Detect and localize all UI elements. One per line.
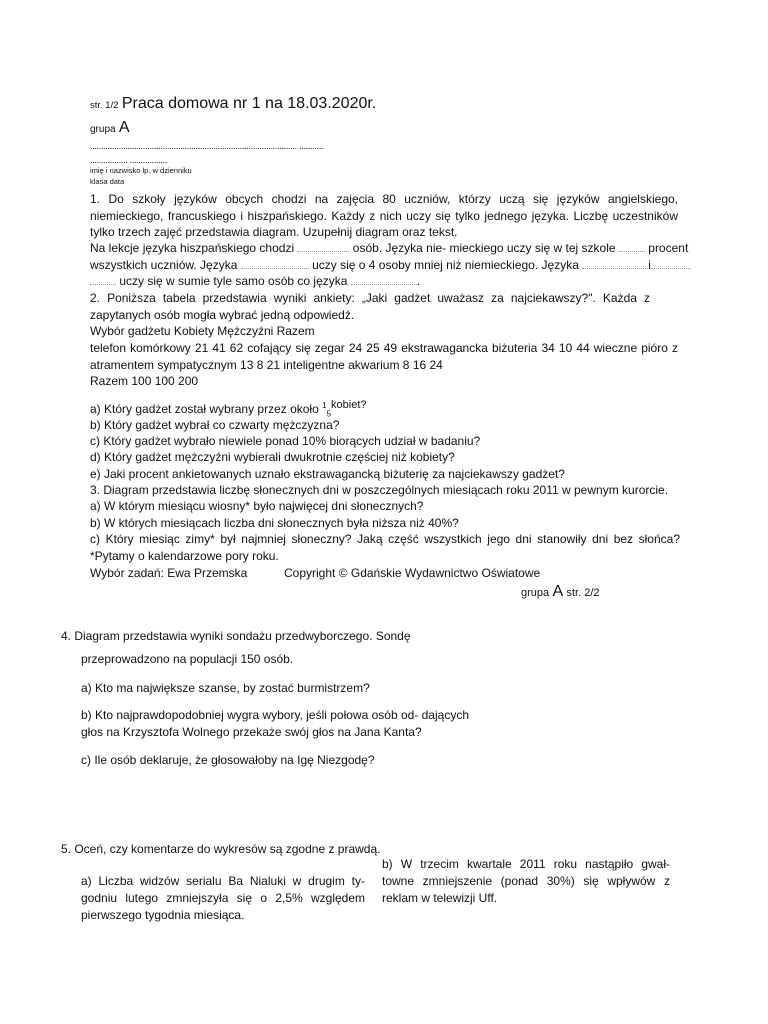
task1-blank-language1[interactable] [241, 259, 309, 269]
task2-question-b: b) Który gadżet wybrał co czwarty mężczyzna? [90, 418, 340, 432]
task2-q-a-suffix: kobiet? [331, 399, 367, 411]
task3-author: Wybór zadań: Ewa Przemska [90, 566, 248, 580]
task1-blank-german-percent[interactable] [619, 242, 645, 252]
page2-group-label: grupa [521, 587, 550, 599]
task1-fill-a: Na lekcje języka hiszpańskiego chodzi [90, 241, 295, 255]
task4-question-c: c) Ile osób deklaruje, że głosowałoby na Igę Niezgodę? [81, 753, 375, 767]
task1-fill-h: . [416, 274, 421, 288]
page2-header [521, 582, 600, 603]
task1-blank-language5[interactable] [351, 275, 417, 285]
page2-page-number: str. 2/2 [566, 587, 600, 599]
task1-fill-c: procent [648, 241, 689, 255]
task1-fill-e: uczy się o 4 osoby mniej niż niemieckiego. Języka [312, 258, 579, 272]
fraction-numerator: 1 [322, 401, 327, 410]
task1-blank-language3[interactable] [651, 259, 691, 269]
task2-table-header: Wybór gadżetu Kobiety Mężczyźni Razem [90, 324, 315, 338]
task3-intro: 3. Diagram przedstawia liczbę słonecznych dni w poszczególnych miesiącach roku 2011 w pewnym kurorcie. [90, 483, 669, 497]
page-number: str. 1/2 [90, 100, 119, 111]
group-label: grupa [90, 124, 116, 135]
name-dots: .............................................................................................. ........... [90, 141, 324, 151]
task1-fill-d: wszystkich uczniów. Języka [90, 258, 238, 272]
task4-question-b1: b) Kto najprawdopodobniej wygra wybory, jeśli połowa osób od- dających [81, 708, 469, 722]
task1-text: 1. Do szkoły języków obcych chodzi na zajęcia 80 uczniów, którzy uczą się języków angielskiego, niemieckiego, francuskiego i hiszpańskiego. Każdy z nich uczy się tylko jednego języka. Liczbę uczestników tylko trzech zajęć przedstawia diagram. Uzupełnij diagram oraz tekst. [90, 192, 678, 239]
task1-fill-line1 [90, 240, 689, 256]
task1-fill-b: osób. Języka nie- mieckiego uczy się w tej szkole [352, 241, 616, 255]
task5-intro: 5. Oceń, czy komentarze do wykresów są zgodne z prawdą. [61, 842, 381, 856]
task5-comment-a: a) Liczba widzów serialu Ba Nialuki w drugim ty- godniu lutego zmniejszyła się o 2,5% względem pierwszego tygodnia miesiąca. [81, 874, 365, 922]
task5-comment-b: b) W trzecim kwartale 2011 roku nastąpiło gwał- towne zmniejszenie (ponad 30%) się wpływów z reklam w telewizji Uff. [382, 857, 670, 905]
task3-question-b: b) W których miesiącach liczba dni słonecznych była niższa niż 40%? [90, 516, 459, 530]
class-caption: klasa data [90, 177, 125, 186]
task3-question-a: a) W którym miesiącu wiosny* było najwięcej dni słonecznych? [90, 499, 424, 513]
name-caption: imię i nazwisko lp. w dzienniku [90, 166, 192, 175]
page-title: Praca domowa nr 1 na 18.03.2020r. [121, 95, 377, 112]
task3-copyright: Copyright © Gdańskie Wydawnictwo Oświatowe [284, 566, 541, 580]
task1-blank-language2[interactable] [582, 259, 648, 269]
fraction-denominator: 5 [326, 409, 332, 419]
task1-fill-f: i [648, 258, 651, 272]
task2-question-d: d) Który gadżet mężczyźni wybierali dwukrotnie częściej niż kobiety? [90, 450, 455, 464]
page-title-line [90, 94, 376, 116]
task4-intro2: przeprowadzono na populacji 150 osób. [81, 652, 294, 666]
page2-group-letter: A [552, 583, 564, 600]
task1-fill-g: uczy się w sumie tyle samo osób co języka [119, 274, 348, 288]
task2-q-a-text: a) Który gadżet został wybrany przez około [90, 402, 319, 416]
group-letter: A [118, 119, 130, 136]
class-dots: ................. ................. [90, 155, 168, 165]
task2-question-e: e) Jaki procent ankietowanych uznało ekstrawagancką biżuterię za najciekawszy gadżet? [90, 467, 565, 481]
task2-question-c: c) Który gadżet wybrało niewiele ponad 10% biorących udział w badaniu? [90, 434, 481, 448]
task1-blank-language4[interactable] [90, 275, 116, 285]
task4-intro: 4. Diagram przedstawia wyniki sondażu przedwyborczego. Sondę [61, 629, 411, 643]
task1-fill-line3 [90, 273, 420, 289]
task4-question-b2: głos na Krzysztofa Wolnego przekaże swój głos na Jana Kanta? [81, 725, 422, 739]
task1-fill-line2 [90, 257, 691, 273]
task1-blank-spanish[interactable] [297, 242, 349, 252]
task4-question-a: a) Kto ma największe szanse, by zostać burmistrzem? [81, 681, 370, 695]
task2-table-total: Razem 100 100 200 [90, 374, 199, 388]
group-line [90, 118, 130, 140]
task2-intro: 2. Poniższa tabela przedstawia wyniki ankiety: „Jaki gadżet uważasz za najciekawszy?". Każda z zapytanych osób mogła wybrać jedną odpowiedź. [90, 291, 650, 322]
task3-question-c: c) Który miesiąc zimy* był najmniej słoneczny? Jaką część wszystkich jego dni stanowiły dni bez słońca? *Pytamy o kalendarzowe pory roku. [90, 532, 680, 563]
task2-table-rows: telefon komórkowy 21 41 62 cofający się zegar 24 25 49 ekstrawagancka biżuteria 34 10 44 wieczne pióro z atramentem sympatycznym 13 8 21 inteligentne akwarium 8 16 24 [90, 341, 678, 372]
